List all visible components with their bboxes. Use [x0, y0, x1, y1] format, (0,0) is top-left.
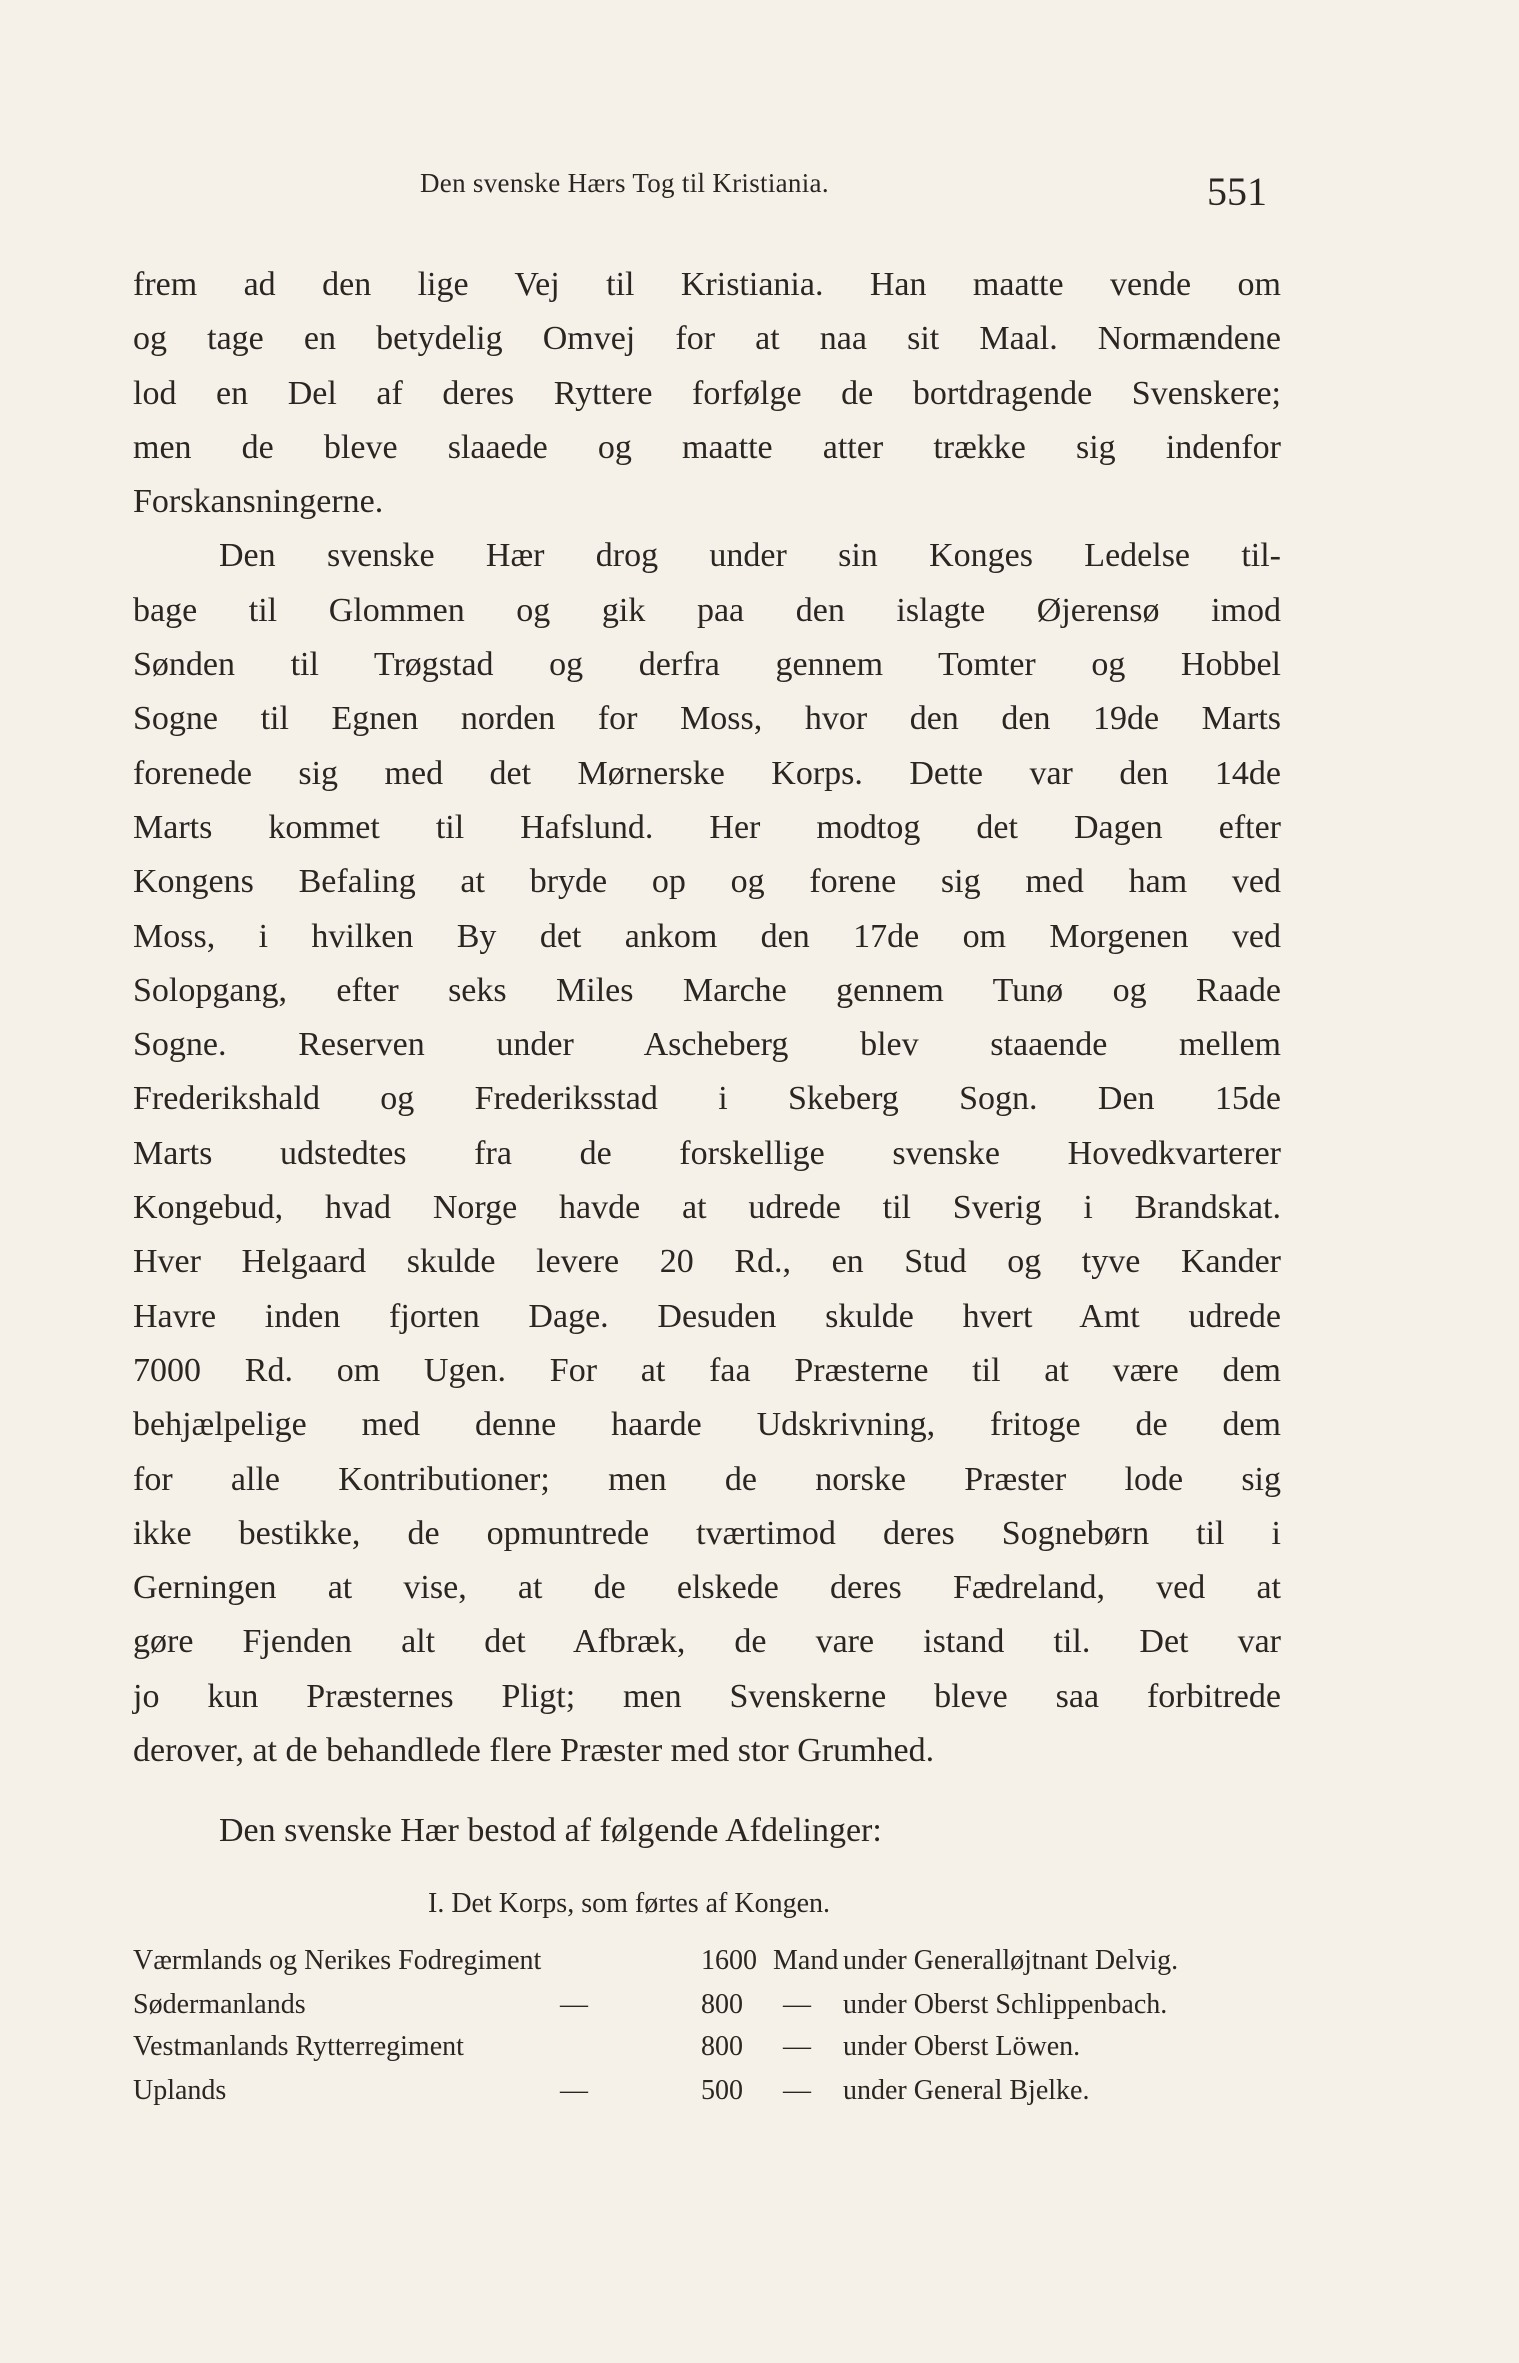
- cell-unit2: —: [783, 2031, 811, 2062]
- text-line: Den svenske Hær bestod af følgende Afdelinger:: [219, 1812, 882, 1850]
- cell-commander: under General Bjelke.: [843, 2075, 1090, 2106]
- text-line: Moss, i hvilken By det ankom den 17de om Morgenen ved: [133, 917, 1281, 955]
- text-line: Sønden til Trøgstad og derfra gennem Tomter og Hobbel: [133, 646, 1281, 684]
- cell-unit: Vestmanlands Rytterregiment: [133, 2031, 464, 2062]
- running-title: Den svenske Hærs Tog til Kristiania.: [420, 168, 829, 198]
- text-line: gøre Fjenden alt det Afbræk, de vare istand til. Det var: [133, 1623, 1281, 1661]
- text-line: og tage en betydelig Omvej for at naa sit Maal. Normændene: [133, 320, 1281, 358]
- cell-count: 800: [701, 1989, 743, 2020]
- table-row: [133, 1940, 1293, 1982]
- cell-unit: Sødermanlands: [133, 1989, 306, 2020]
- page-number: 551: [1207, 169, 1267, 214]
- text-line: Sogne. Reserven under Ascheberg blev staaende mellem: [133, 1026, 1281, 1064]
- text-line: Den svenske Hær drog under sin Konges Ledelse til-: [219, 537, 1281, 575]
- text-line: bage til Glommen og gik paa den islagte Øjerensø imod: [133, 591, 1281, 629]
- cell-unit2: —: [783, 2075, 811, 2106]
- text-line: Solopgang, efter seks Miles Marche gennem Tunø og Raade: [133, 971, 1281, 1009]
- text-line: derover, at de behandlede flere Præster med stor Grumhed.: [133, 1732, 935, 1770]
- cell-commander: under Oberst Löwen.: [843, 2031, 1081, 2062]
- text-line: behjælpelige med denne haarde Udskrivning, fritoge de dem: [133, 1406, 1281, 1444]
- text-line: men de bleve slaaede og maatte atter trække sig indenfor: [133, 428, 1281, 466]
- text-line: frem ad den lige Vej til Kristiania. Han maatte vende om: [133, 266, 1281, 303]
- cell-count: 800: [701, 2031, 743, 2062]
- text-line: Sogne til Egnen norden for Moss, hvor den den 19de Marts: [133, 700, 1281, 738]
- cell-unit: Uplands: [133, 2075, 227, 2106]
- cell-dash: —: [560, 2075, 588, 2106]
- text-line: ikke bestikke, de opmuntrede tværtimod deres Sognebørn til i: [133, 1514, 1281, 1552]
- text-line: Kongens Befaling at bryde op og forene sig med ham ved: [133, 863, 1281, 901]
- table-row: [133, 2026, 1293, 2068]
- cell-count: 1600: [701, 1945, 757, 1976]
- cell-dash: —: [560, 1989, 588, 2020]
- text-line: Hver Helgaard skulde levere 20 Rd., en Stud og tyve Kander: [133, 1243, 1281, 1281]
- text-line: Marts kommet til Hafslund. Her modtog det Dagen efter: [133, 808, 1281, 846]
- text-line: Marts udstedtes fra de forskellige svenske Hovedkvarterer: [133, 1134, 1281, 1172]
- text-line: Havre inden fjorten Dage. Desuden skulde hvert Amt udrede: [133, 1297, 1281, 1335]
- cell-commander: under Generalløjtnant Delvig.: [843, 1945, 1179, 1976]
- body-text: [133, 258, 1281, 1859]
- text-line: forenede sig med det Mørnerske Korps. Dette var den 14de: [133, 754, 1281, 792]
- cell-unit: Værmlands og Nerikes Fodregiment: [133, 1945, 542, 1976]
- text-line: 7000 Rd. om Ugen. For at faa Præsterne til at være dem: [133, 1351, 1281, 1389]
- text-line: jo kun Præsternes Pligt; men Svenskerne bleve saa forbitrede: [133, 1677, 1281, 1715]
- text-line: Kongebud, hvad Norge havde at udrede til Sverig i Brandskat.: [133, 1189, 1281, 1227]
- table-row: [133, 1984, 1293, 2026]
- table-row: [133, 2070, 1293, 2112]
- text-line: Gerningen at vise, at de elskede deres Fædreland, ved at: [133, 1569, 1281, 1607]
- text-line: Frederikshald og Frederiksstad i Skeberg Sogn. Den 15de: [133, 1080, 1281, 1118]
- cell-commander: under Oberst Schlippenbach.: [843, 1989, 1168, 2020]
- text-line: for alle Kontributioner; men de norske Præster lode sig: [133, 1460, 1281, 1498]
- cell-count: 500: [701, 2075, 743, 2106]
- cell-unit2: —: [783, 1989, 811, 2020]
- table-heading: I. Det Korps, som førtes af Kongen.: [428, 1888, 831, 1919]
- cell-unit2: Mand: [773, 1945, 839, 1976]
- text-line: lod en Del af deres Ryttere forfølge de bortdragende Svenskere;: [133, 374, 1281, 412]
- text-line: Forskansningerne.: [133, 483, 384, 521]
